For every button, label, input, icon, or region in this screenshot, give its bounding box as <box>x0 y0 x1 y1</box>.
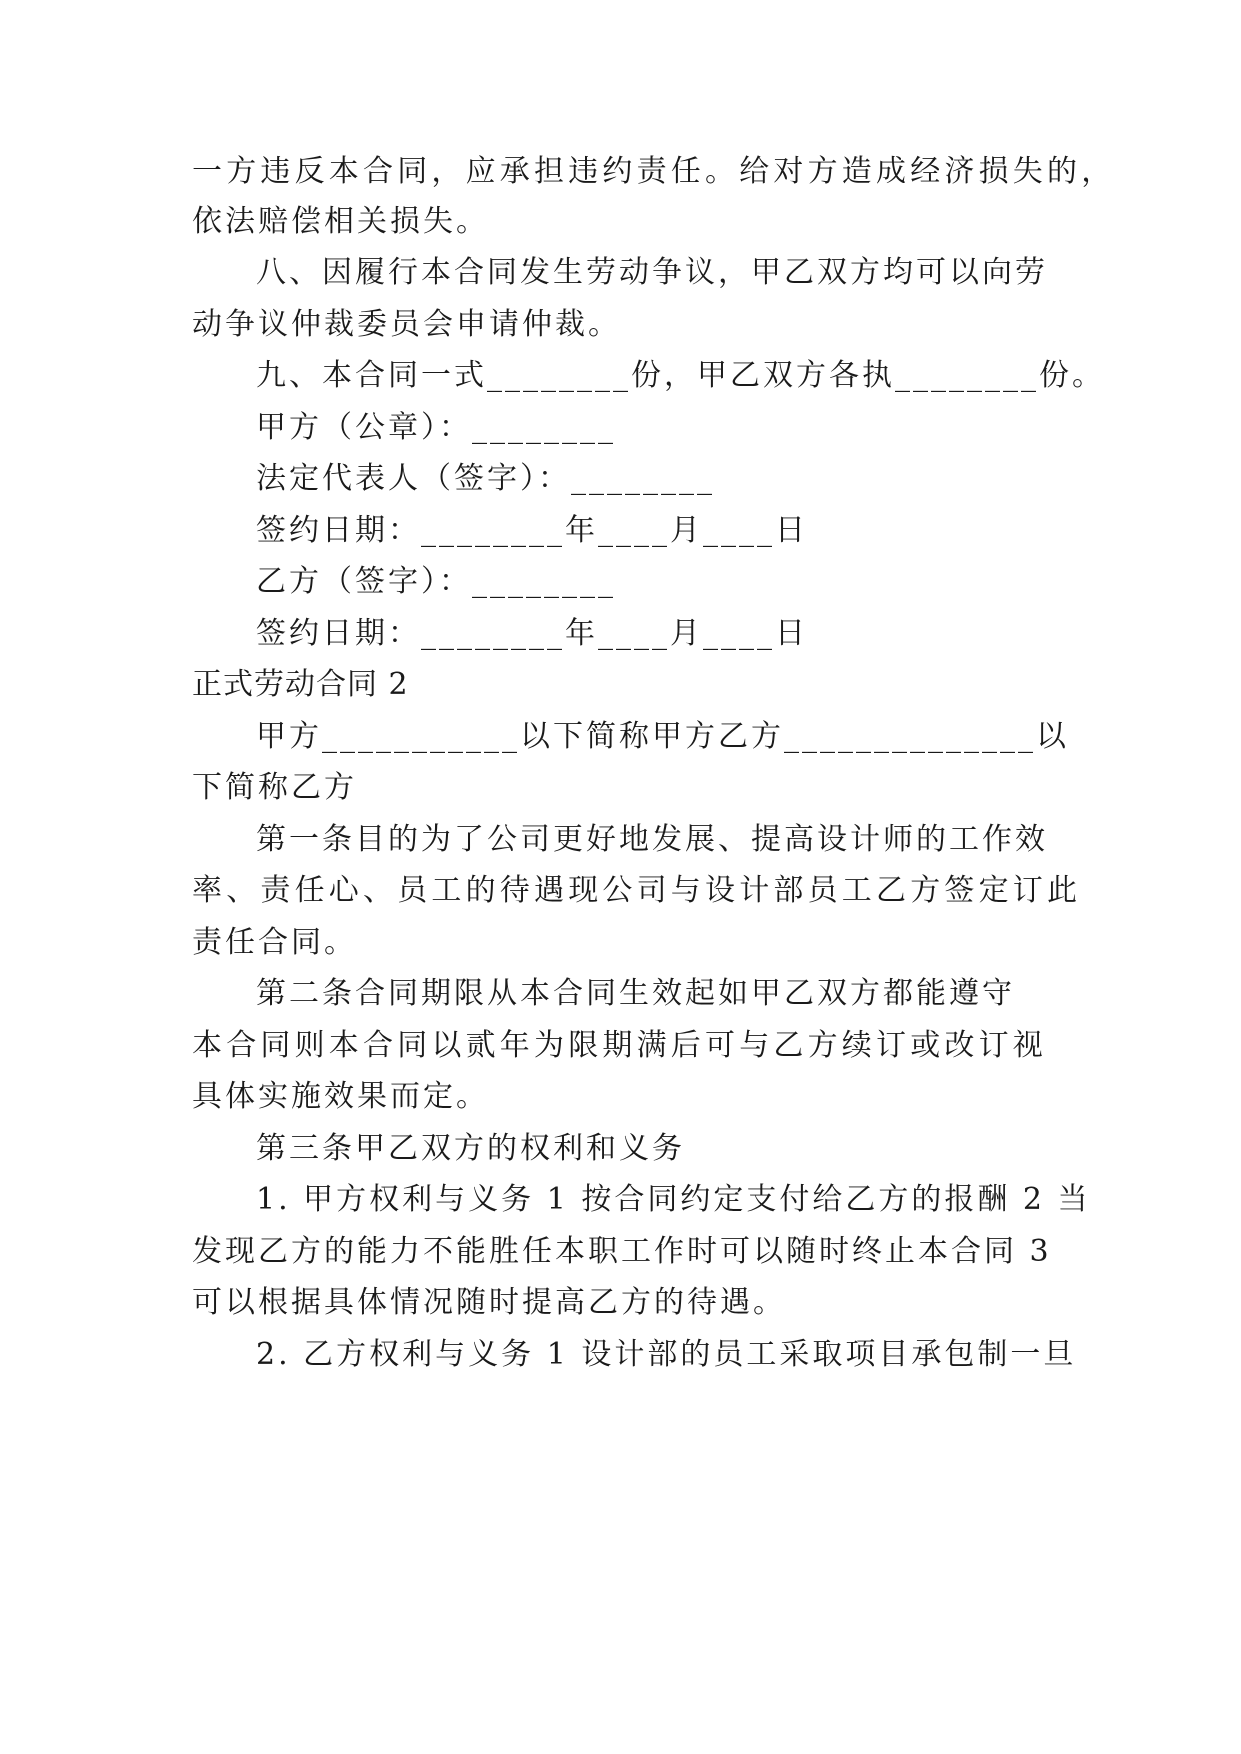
text-line: 甲方___________以下简称甲方乙方______________以 <box>256 719 1069 754</box>
signing-date-line: 签约日期：________年____月____日 <box>256 616 808 651</box>
signature-line-party-b: 乙方（签字）：________ <box>256 564 616 599</box>
text-line: 发现乙方的能力不能胜任本职工作时可以随时终止本合同 3 <box>192 1234 1052 1269</box>
text-line: 可以根据具体情况随时提高乙方的待遇。 <box>192 1285 786 1320</box>
text-line: 率、责任心、员工的待遇现公司与设计部员工乙方签定订此 <box>192 873 1082 908</box>
signature-line-legal-rep: 法定代表人（签字）：________ <box>256 461 715 496</box>
text-line: 2. 乙方权利与义务 1 设计部的员工采取项目承包制一旦 <box>256 1337 1077 1372</box>
text-line: 动争议仲裁委员会申请仲裁。 <box>192 307 621 342</box>
text-line: 具体实施效果而定。 <box>192 1079 489 1114</box>
signing-date-line: 签约日期：________年____月____日 <box>256 513 808 548</box>
section-heading: 正式劳动合同 2 <box>192 667 409 702</box>
text-line: 一方违反本合同，应承担违约责任。给对方造成经济损失的， <box>192 154 1116 189</box>
text-line: 1. 甲方权利与义务 1 按合同约定支付给乙方的报酬 2 当 <box>256 1182 1091 1217</box>
text-line: 依法赔偿相关损失。 <box>192 204 489 239</box>
text-line: 第一条目的为了公司更好地发展、提高设计师的工作效 <box>256 822 1048 857</box>
text-line: 本合同则本合同以贰年为限期满后可与乙方续订或改订视 <box>192 1028 1047 1063</box>
text-line: 九、本合同一式________份，甲乙双方各执________份。 <box>256 358 1105 393</box>
text-line: 第三条甲乙双方的权利和义务 <box>256 1131 685 1166</box>
signature-line-party-a: 甲方（公章）：________ <box>256 410 616 445</box>
text-line: 下简称乙方 <box>192 770 357 805</box>
text-line: 第二条合同期限从本合同生效起如甲乙双方都能遵守 <box>256 976 1015 1011</box>
text-line: 责任合同。 <box>192 925 357 960</box>
text-line: 八、因履行本合同发生劳动争议，甲乙双方均可以向劳 <box>256 255 1048 290</box>
